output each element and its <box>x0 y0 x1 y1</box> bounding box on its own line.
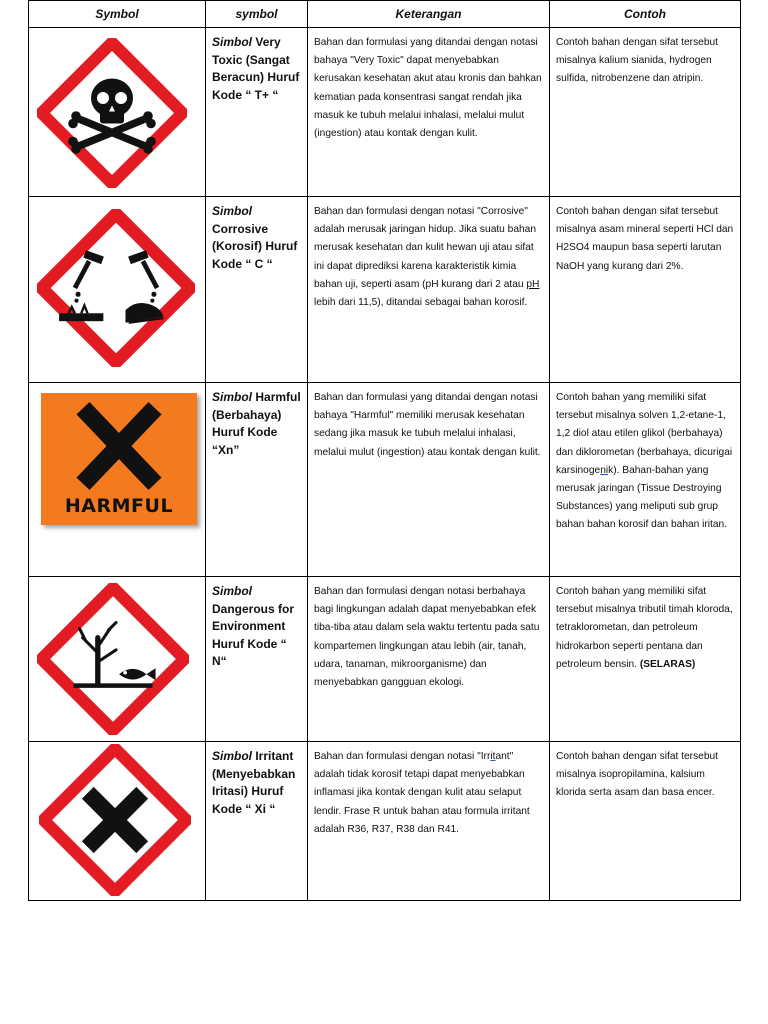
symbol-name: Harmful (Berbahaya) Huruf Kode “Xn” <box>212 390 301 457</box>
table-row <box>29 742 741 901</box>
example-cell <box>550 197 741 383</box>
symbol-name: Corrosive (Korosif) Huruf Kode “ C “ <box>212 221 298 271</box>
symbol-cell <box>29 577 206 742</box>
example-selaras-text: (SELARAS) <box>636 658 696 670</box>
example-cell <box>550 28 741 197</box>
table-row <box>29 197 741 383</box>
example-text: Contoh bahan dengan sifat tersebut misalnya asam mineral seperti HCl dan H2SO4 maupun basa seperti larutan NaOH yang kurang dari 2%. <box>556 206 734 272</box>
symbol-cell <box>29 197 206 383</box>
symbol-cell <box>29 383 206 577</box>
table-row <box>29 28 741 197</box>
description-it-text: it <box>490 751 496 762</box>
header-keterangan: Keterangan <box>308 1 550 28</box>
example-text: Contoh bahan dengan sifat tersebut misalnya kalium sianida, hydrogen sulfida, nitrobenzene dan atripin. <box>556 37 718 85</box>
symbol-name-cell <box>206 28 308 197</box>
symbol-name-prefix: Simbol <box>212 204 253 218</box>
description-text: Bahan dan formulasi dengan notasi "Corrosive" adalah merusak jaringan hidup. Jika suatu bahan merusak kesehatan dan kulit hewan uji atau sifat ini dapat diprediksi karena karakteristik kimia bahan uji, seperti asam (pH kurang dari 2 atau <box>314 206 537 290</box>
hazard-symbol-table <box>28 0 741 901</box>
description-text-end: ant" adalah tidak korosif tetapi dapat menyebabkan inflamasi jika kontak dengan kulit atau selaput lendir. Frase R untuk bahan atau formula irritant adalah R36, R37, R38 dan R41. <box>314 751 530 835</box>
example-ni-text: ni <box>600 464 609 476</box>
harmful-cross-icon <box>71 401 167 491</box>
header-symbol-name: symbol <box>206 1 308 28</box>
symbol-name-prefix: Simbol <box>212 584 253 598</box>
example-text: Contoh bahan yang memiliki sifat tersebut misalnya solven 1,2-etane-1, 1,2 diol atau etilen glikol (berbahaya) dan diklorometan (berbahaya, dicurigai karsinoge <box>556 392 733 476</box>
description-cell <box>308 577 550 742</box>
example-text-end: k). Bahan-bahan yang merusak jaringan (Tissue Destroying Substances) yang meliputi sub grup bahan bahan korosif dan bahan iritan. <box>556 464 728 531</box>
description-cell <box>308 742 550 901</box>
example-cell <box>550 383 741 577</box>
symbol-name-prefix: Simbol <box>212 749 253 763</box>
symbol-name-cell <box>206 577 308 742</box>
symbol-name-cell <box>206 383 308 577</box>
symbol-cell <box>29 28 206 197</box>
irritant-cross-icon <box>39 744 191 896</box>
example-text: Contoh bahan yang memiliki sifat tersebut misalnya tributil timah kloroda, tetraklorometan, dan petroleum hidrokarbon seperti pentana dan petroleum bensin. <box>556 586 733 670</box>
header-contoh: Contoh <box>550 1 741 28</box>
symbol-name-prefix: Simbol <box>212 390 253 404</box>
symbol-name: Dangerous for Environment Huruf Kode “ N“ <box>212 601 295 668</box>
symbol-cell <box>29 742 206 901</box>
harmful-sign-text: HARMFUL <box>64 495 174 517</box>
description-cell <box>308 28 550 197</box>
symbol-name-cell <box>206 197 308 383</box>
description-text-end: lebih dari 11,5), ditandai sebagai bahan korosif. <box>314 297 528 309</box>
description-text: Bahan dan formulasi yang ditandai dengan notasi bahaya "Harmful" memiliki merusak kesehatan sedang jika masuk ke tubuh melalui inhalasi, melalui mulut (ingestion) atau kontak dengan kulit. <box>314 392 541 458</box>
example-cell <box>550 577 741 742</box>
symbol-name-prefix: Simbol <box>212 35 253 49</box>
description-text: Bahan dan formulasi dengan notasi "Irr <box>314 751 491 762</box>
description-cell <box>308 383 550 577</box>
example-cell <box>550 742 741 901</box>
example-text: Contoh bahan dengan sifat tersebut misalnya isopropilamina, kalsium klorida serta asam dan basa encer. <box>556 751 718 799</box>
description-ph-text: pH <box>526 278 540 290</box>
harmful-sign <box>41 393 197 525</box>
skull-and-crossbones-icon <box>37 38 187 188</box>
description-cell <box>308 197 550 383</box>
description-text: Bahan dan formulasi dengan notasi berbahaya bagi lingkungan adalah dapat menyebabkan efek tiba-tiba atau dalam sela waktu tertentu pada satu kompartemen lingkungan atau lebih (air, tanah, udara, tanaman, mikroorganisme) dan menyebabkan gangguan ekologi. <box>314 586 540 689</box>
table-row <box>29 577 741 742</box>
symbol-name: Very Toxic (Sangat Beracun) Huruf Kode “ T+ “ <box>212 35 300 102</box>
description-text: Bahan dan formulasi yang ditandai dengan notasi bahaya "Very Toxic" dapat menyebabkan kerusakan kesehatan akut atau kronis dan bahkan kematian pada konsentrasi sangat rendah jika masuk ke tubuh melalui inhalasi, melalui mulut (ingestion) atau kontak dengan kulit. <box>314 37 542 140</box>
environment-hazard-icon <box>37 583 189 735</box>
table-header-row <box>29 1 741 28</box>
corrosive-icon <box>37 209 195 367</box>
table-row <box>29 383 741 577</box>
symbol-name-cell <box>206 742 308 901</box>
header-symbol: Symbol <box>29 1 206 28</box>
symbol-name: Irritant (Menyebabkan Iritasi) Huruf Kode “ Xi “ <box>212 749 296 816</box>
